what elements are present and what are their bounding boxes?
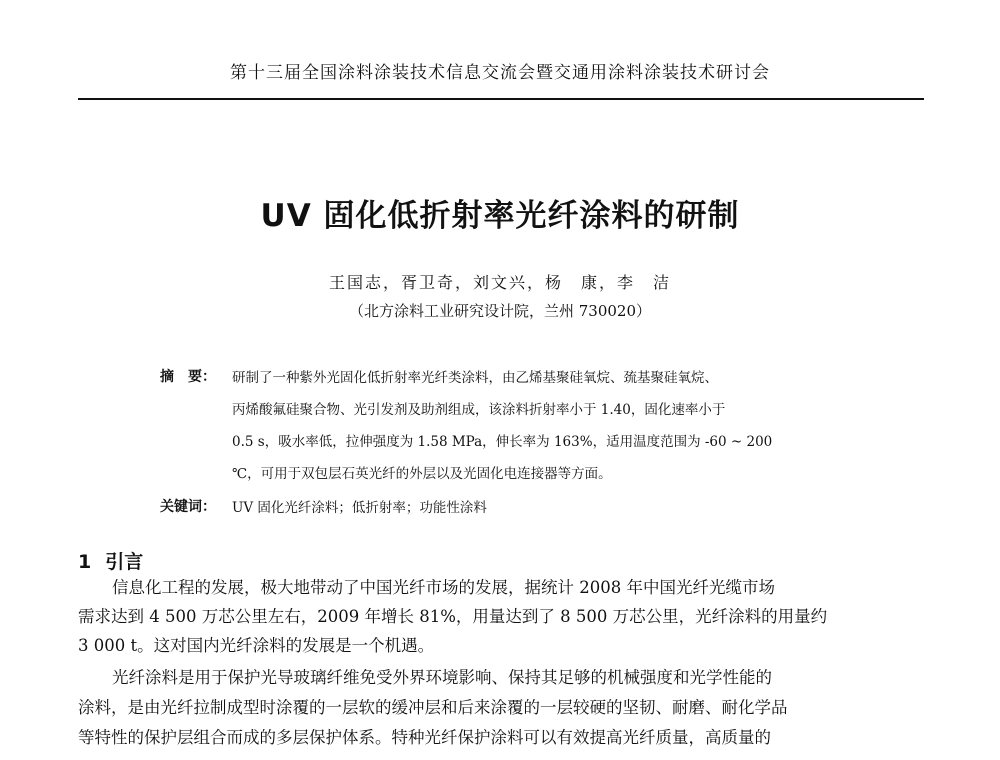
section-heading <box>78 547 143 574</box>
body-text-line: 信息化工程的发展，极大地带动了中国光纤市场的发展，据统计 2008 年中国光纤光缆市场 <box>112 578 775 597</box>
section-title: 引言 <box>105 551 144 573</box>
paper-title: UV 固化低折射率光纤涂料的研制 <box>260 198 740 234</box>
body-text-line: 3 000 t。这对国内光纤涂料的发展是一个机遇。 <box>78 636 435 655</box>
section-number: 1 <box>78 551 92 573</box>
header-rule <box>78 98 924 100</box>
body-text-line: 涂料，是由光纤拉制成型时涂覆的一层软的缓冲层和后来涂覆的一层较硬的坚韧、耐磨、耐化学品 <box>78 698 788 717</box>
body-text-line: 需求达到 4 500 万芯公里左右，2009 年增长 81%，用量达到了 8 500 万芯公里，光纤涂料的用量约 <box>78 607 828 626</box>
body-text-line: 等特性的保护层组合而成的多层保护体系。特种光纤保护涂料可以有效提高光纤质量，高质量的 <box>78 728 771 747</box>
keywords-text: UV 固化光纤涂料；低折射率；功能性涂料 <box>232 500 487 516</box>
abstract-line: 0.5 s，吸水率低，拉伸强度为 1.58 MPa，伸长率为 163%，适用温度范围为 -60 ~ 200 <box>232 434 773 450</box>
abstract-line: ℃，可用于双包层石英光纤的外层以及光固化电连接器等方面。 <box>232 466 612 482</box>
running-header: 第十三届全国涂料涂装技术信息交流会暨交通用涂料涂装技术研讨会 <box>230 63 770 83</box>
body-text-line: 光纤涂料是用于保护光导玻璃纤维免受外界环境影响、保持其足够的机械强度和光学性能的 <box>112 668 772 687</box>
affiliation: （北方涂料工业研究设计院，兰州 730020） <box>348 302 652 320</box>
keywords-label: 关键词： <box>160 499 216 515</box>
abstract-label: 摘 要： <box>160 369 216 385</box>
author-list: 王国志，胥卫奇，刘文兴，杨 康，李 洁 <box>328 273 671 292</box>
abstract-line: 研制了一种紫外光固化低折射率光纤类涂料，由乙烯基聚硅氧烷、巯基聚硅氧烷、 <box>232 370 718 386</box>
abstract-line: 丙烯酸氟硅聚合物、光引发剂及助剂组成，该涂料折射率小于 1.40，固化速率小于 <box>232 402 726 418</box>
